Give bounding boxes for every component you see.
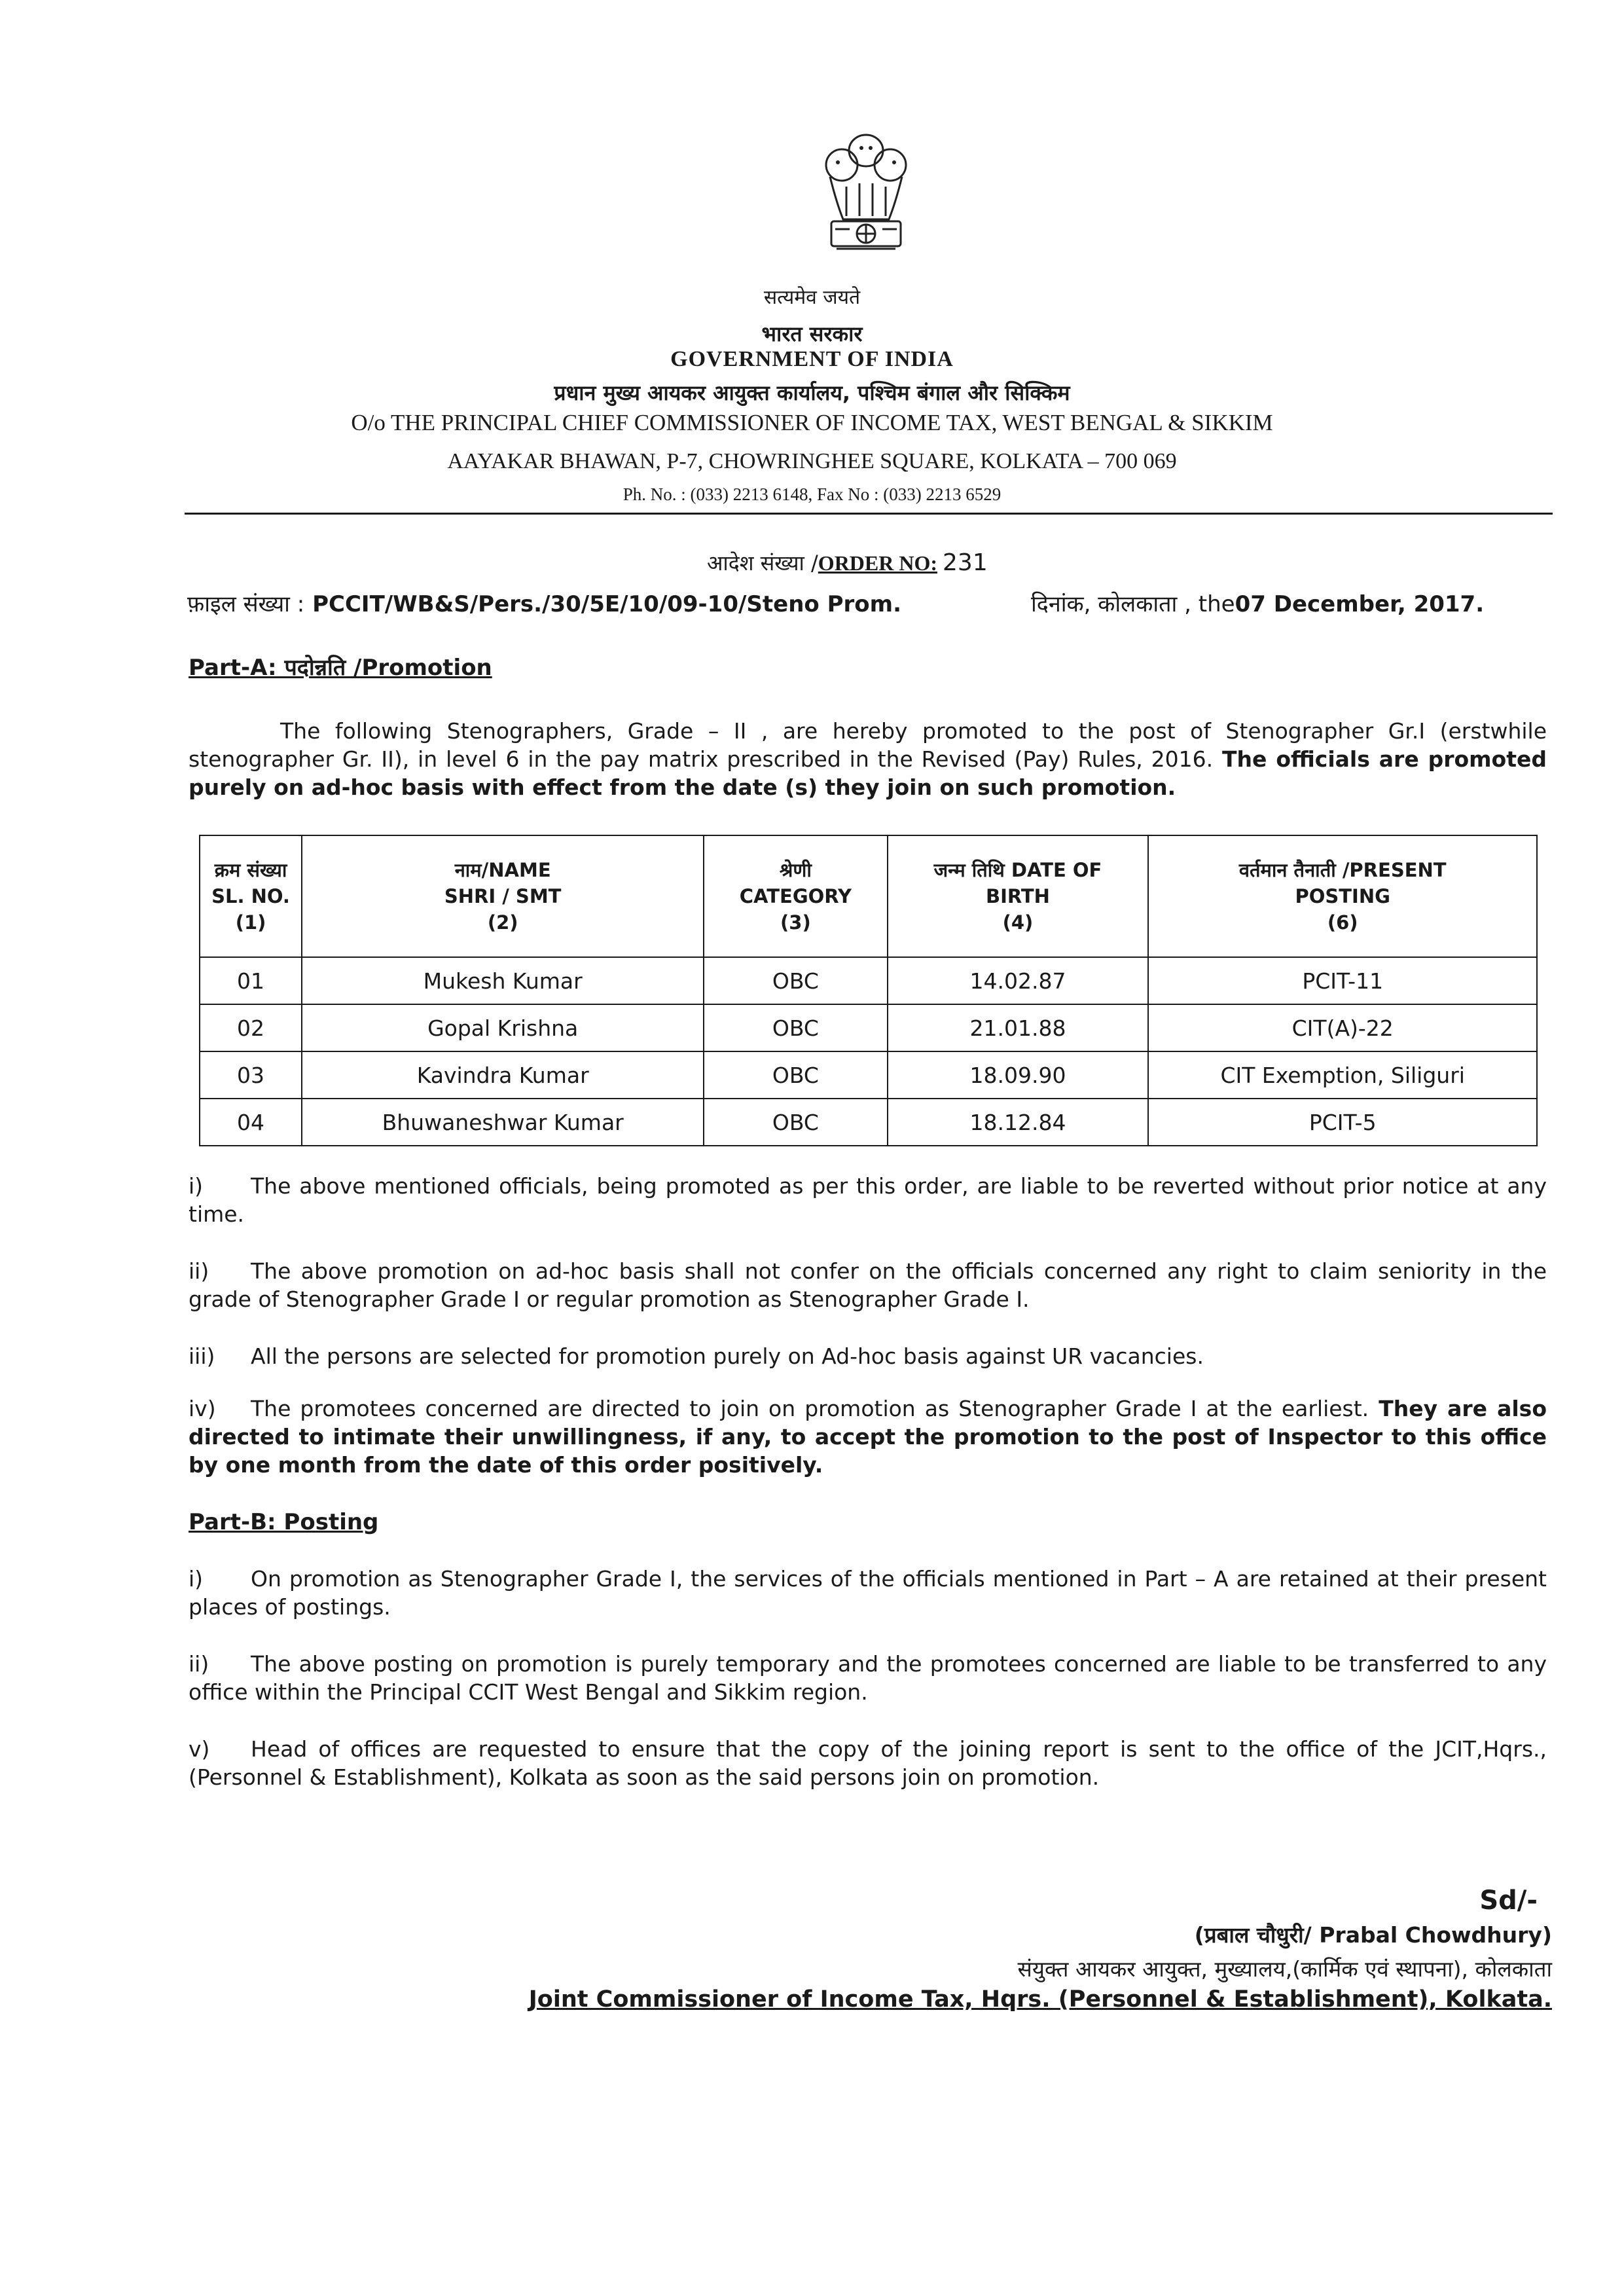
header-name: नाम/NAME SHRI / SMT (2) bbox=[302, 835, 704, 957]
date-month-year: December, 2017. bbox=[1265, 591, 1485, 617]
table-row bbox=[200, 957, 1537, 1004]
header-sl-no: क्रम संख्या SL. NO. (1) bbox=[200, 835, 302, 957]
cell-posting: PCIT-11 bbox=[1148, 957, 1537, 1004]
signature-mark: Sd/- bbox=[1479, 1886, 1538, 1916]
date-label: दिनांक, कोलकाता , the bbox=[1031, 591, 1235, 617]
signatory-name: (प्रबाल चौधुरी/ Prabal Chowdhury) bbox=[1194, 1922, 1552, 1948]
order-number-line bbox=[707, 549, 988, 577]
national-emblem-icon bbox=[810, 124, 922, 278]
part-a-intro-bold: The officials are promoted purely on ad-hoc basis with effect from the date (s) they join on such promotion. bbox=[189, 746, 1547, 800]
cell-dob: 18.09.90 bbox=[888, 1051, 1149, 1099]
office-name-hindi: प्रधान मुख्य आयकर आयुक्त कार्यालय, पश्चिम बंगाल और सिक्किम bbox=[554, 380, 1070, 405]
header-category: श्रेणी CATEGORY (3) bbox=[704, 835, 887, 957]
order-number: 231 bbox=[943, 549, 988, 576]
table-row bbox=[200, 1051, 1537, 1099]
table-header-row bbox=[200, 835, 1537, 957]
cell-name: Bhuwaneshwar Kumar bbox=[302, 1099, 704, 1146]
table-row bbox=[200, 1004, 1537, 1051]
cell-posting: CIT Exemption, Siliguri bbox=[1148, 1051, 1537, 1099]
header-divider bbox=[185, 513, 1553, 515]
part-a-intro bbox=[189, 717, 1547, 801]
part-b-heading: Part-B: Posting bbox=[189, 1509, 379, 1535]
signatory-designation-hindi: संयुक्त आयकर आयुक्त, मुख्यालय,(कार्मिक एवं स्थापना), कोलकाता bbox=[1017, 1956, 1552, 1982]
cell-posting: CIT(A)-22 bbox=[1148, 1004, 1537, 1051]
file-label: फ़ाइल संख्या : bbox=[187, 591, 305, 617]
date-day: 07 bbox=[1235, 591, 1266, 617]
cell-name: Mukesh Kumar bbox=[302, 957, 704, 1004]
part-a-intro-text: The following Stenographers, Grade – II , are hereby promoted to the post of Stenographer Gr.I (erstwhile stenographer Gr. II), in level 6 in the pay matrix prescribed in the Revised (Pay) Rules, 2016. bbox=[189, 718, 1547, 772]
cell-dob: 18.12.84 bbox=[888, 1099, 1149, 1146]
cell-name: Kavindra Kumar bbox=[302, 1051, 704, 1099]
file-number-line bbox=[187, 588, 901, 618]
motto-text: सत्यमेव जयते bbox=[763, 286, 861, 309]
cell-category: OBC bbox=[704, 1051, 887, 1099]
cell-category: OBC bbox=[704, 1004, 887, 1051]
signatory-designation: Joint Commissioner of Income Tax, Hqrs. (Personnel & Establishment), Kolkata. bbox=[528, 1986, 1552, 2013]
part-b-point-1: i) On promotion as Stenographer Grade I, the services of the officials mentioned in Part – A are retained at their present places of postings. bbox=[189, 1566, 1547, 1620]
office-address: AAYAKAR BHAWAN, P-7, CHOWRINGHEE SQUARE, KOLKATA – 700 069 bbox=[447, 449, 1177, 473]
cell-sl-no: 01 bbox=[200, 957, 302, 1004]
cell-name: Gopal Krishna bbox=[302, 1004, 704, 1051]
header-date-of-birth: जन्म तिथि DATE OF BIRTH (4) bbox=[888, 835, 1149, 957]
part-b-point-3: v) Head of offices are requested to ensure that the copy of the joining report is sent to the office of the JCIT,Hqrs.,(Personnel & Establishment), Kolkata as soon as the said persons join on promotion. bbox=[189, 1736, 1547, 1790]
cell-dob: 14.02.87 bbox=[888, 957, 1149, 1004]
part-b-point-2: ii) The above posting on promotion is purely temporary and the promotees concerned are liable to be transferred to any office within the Principal CCIT West Bengal and Sikkim region. bbox=[189, 1651, 1547, 1705]
office-phone: Ph. No. : (033) 2213 6148, Fax No : (033) 2213 6529 bbox=[623, 484, 1001, 504]
cell-sl-no: 04 bbox=[200, 1099, 302, 1146]
part-a-point-2: ii) The above promotion on ad-hoc basis shall not confer on the officials concerned any right to claim seniority in the grade of Stenographer Grade I or regular promotion as Stenographer Grade I. bbox=[189, 1258, 1547, 1312]
table-row bbox=[200, 1099, 1537, 1146]
part-a-heading: Part-A: पदोन्नति /Promotion bbox=[189, 655, 492, 681]
cell-category: OBC bbox=[704, 957, 887, 1004]
cell-category: OBC bbox=[704, 1099, 887, 1146]
order-label-hindi: आदेश संख्या / bbox=[707, 551, 818, 575]
cell-dob: 21.01.88 bbox=[888, 1004, 1149, 1051]
date-line bbox=[1031, 588, 1484, 618]
office-name: O/o THE PRINCIPAL CHIEF COMMISSIONER OF INCOME TAX, WEST BENGAL & SIKKIM bbox=[351, 410, 1273, 435]
header-present-posting: वर्तमान तैनाती /PRESENT POSTING (6) bbox=[1148, 835, 1537, 957]
government-title: GOVERNMENT OF INDIA bbox=[670, 347, 954, 371]
part-a-point-3: iii) All the persons are selected for promotion purely on Ad-hoc basis against UR vacancies. bbox=[189, 1343, 1204, 1369]
government-title-hindi: भारत सरकार bbox=[761, 321, 863, 346]
cell-posting: PCIT-5 bbox=[1148, 1099, 1537, 1146]
order-label: ORDER NO: bbox=[818, 551, 938, 575]
promotion-table bbox=[199, 835, 1538, 1146]
part-a-point-4: iv) The promotees concerned are directed to join on promotion as Stenographer Grade I at the earliest. They are also directed to intimate their unwillingness, if any, to accept the promotion to the post of Inspector to this office by one month from the date of this order positively. bbox=[189, 1396, 1547, 1478]
cell-sl-no: 02 bbox=[200, 1004, 302, 1051]
file-number: PCCIT/WB&S/Pers./30/5E/10/09-10/Steno Prom. bbox=[312, 591, 901, 617]
part-a-point-1: i) The above mentioned officials, being promoted as per this order, are liable to be reverted without prior notice at any time. bbox=[189, 1173, 1547, 1227]
cell-sl-no: 03 bbox=[200, 1051, 302, 1099]
